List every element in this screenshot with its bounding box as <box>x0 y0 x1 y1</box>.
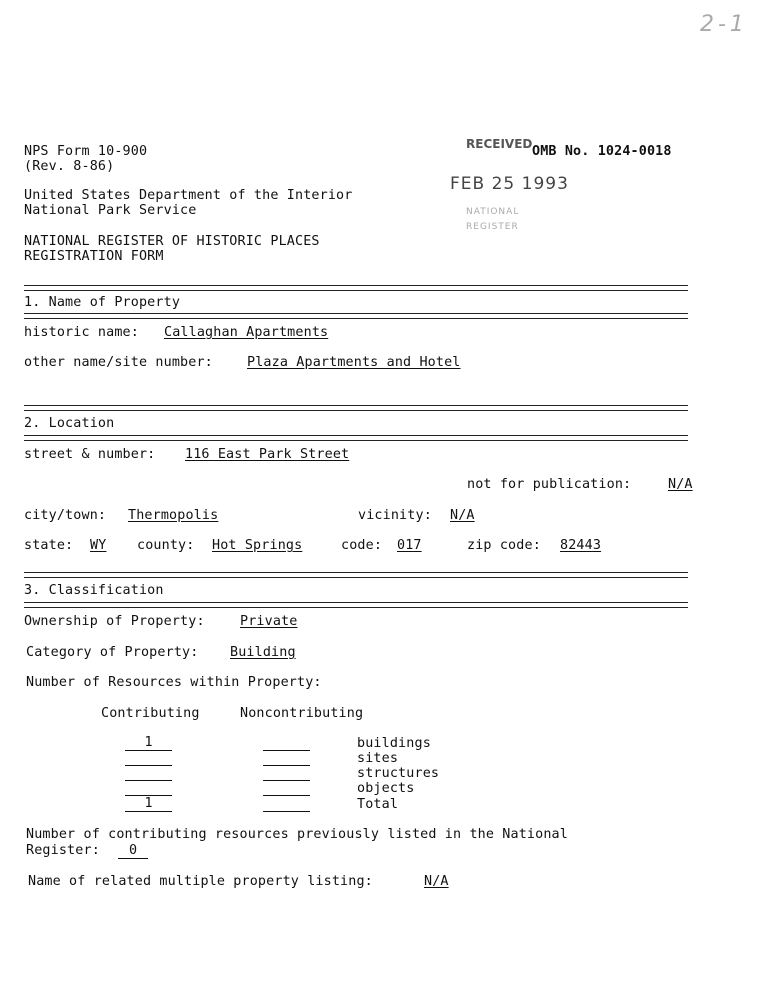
handwritten-mark: 2-1 <box>700 12 748 37</box>
code-label: code: <box>341 538 383 553</box>
contributing-count <box>125 766 172 781</box>
section-divider <box>24 313 688 319</box>
historic-name-label: historic name: <box>24 325 139 340</box>
contributing-header: Contributing <box>101 706 200 721</box>
noncontributing-count <box>263 736 310 751</box>
city-value: Thermopolis <box>128 508 219 523</box>
zip-value: 82443 <box>560 538 602 553</box>
stamp-date: FEB 25 1993 <box>450 174 569 194</box>
section-3-heading: 3. Classification <box>24 583 164 598</box>
category-label: Category of Property: <box>26 645 199 660</box>
total-label: Total <box>357 797 399 812</box>
street-value: 116 East Park Street <box>185 447 350 462</box>
county-label: county: <box>137 538 195 553</box>
noncontributing-total <box>263 797 310 812</box>
stamp-line2: REGISTER <box>466 222 519 232</box>
previously-listed-count: 0 <box>118 844 148 859</box>
stamp-line1: NATIONAL <box>466 207 520 217</box>
noncontributing-count <box>263 781 310 796</box>
street-label: street & number: <box>24 447 156 462</box>
previously-listed-text: Number of contributing resources previously listed in the National <box>26 827 568 842</box>
omb-number: OMB No. 1024-0018 <box>532 144 672 159</box>
city-label: city/town: <box>24 508 107 523</box>
section-2-heading: 2. Location <box>24 416 115 431</box>
form-number: NPS Form 10-900 <box>24 144 148 159</box>
not-for-publication-label: not for publication: <box>467 477 632 492</box>
section-divider <box>24 405 688 411</box>
contributing-count <box>125 781 172 796</box>
section-divider <box>24 602 688 608</box>
noncontributing-count <box>263 766 310 781</box>
service: National Park Service <box>24 203 197 218</box>
vicinity-value: N/A <box>450 508 475 523</box>
multiple-listing-value: N/A <box>424 874 449 889</box>
county-value: Hot Springs <box>212 538 303 553</box>
resource-type-label: objects <box>357 781 415 796</box>
state-label: state: <box>24 538 74 553</box>
contributing-count <box>125 751 172 766</box>
vicinity-label: vicinity: <box>358 508 432 523</box>
form-title: REGISTRATION FORM <box>24 249 164 264</box>
section-divider <box>24 285 688 291</box>
historic-name-value: Callaghan Apartments <box>164 325 329 340</box>
department: United States Department of the Interior <box>24 188 353 203</box>
resource-type-label: buildings <box>357 736 431 751</box>
section-divider <box>24 572 688 578</box>
multiple-listing-label: Name of related multiple property listing: <box>28 874 373 889</box>
received-stamp: RECEIVED <box>466 137 533 151</box>
resources-label: Number of Resources within Property: <box>26 675 322 690</box>
state-value: WY <box>90 538 107 553</box>
ownership-value: Private <box>240 614 298 629</box>
register-title: NATIONAL REGISTER OF HISTORIC PLACES <box>24 234 320 249</box>
noncontributing-header: Noncontributing <box>240 706 364 721</box>
ownership-label: Ownership of Property: <box>24 614 205 629</box>
noncontributing-count <box>263 751 310 766</box>
category-value: Building <box>230 645 296 660</box>
register-label: Register: <box>26 843 100 858</box>
code-value: 017 <box>397 538 422 553</box>
section-1-heading: 1. Name of Property <box>24 295 181 310</box>
zip-label: zip code: <box>467 538 541 553</box>
contributing-total: 1 <box>125 797 172 812</box>
contributing-count: 1 <box>125 736 172 751</box>
resource-type-label: sites <box>357 751 399 766</box>
other-name-label: other name/site number: <box>24 355 213 370</box>
section-divider <box>24 435 688 441</box>
resource-type-label: structures <box>357 766 440 781</box>
other-name-value: Plaza Apartments and Hotel <box>247 355 461 370</box>
not-for-publication-value: N/A <box>668 477 693 492</box>
form-revision: (Rev. 8-86) <box>24 159 115 174</box>
